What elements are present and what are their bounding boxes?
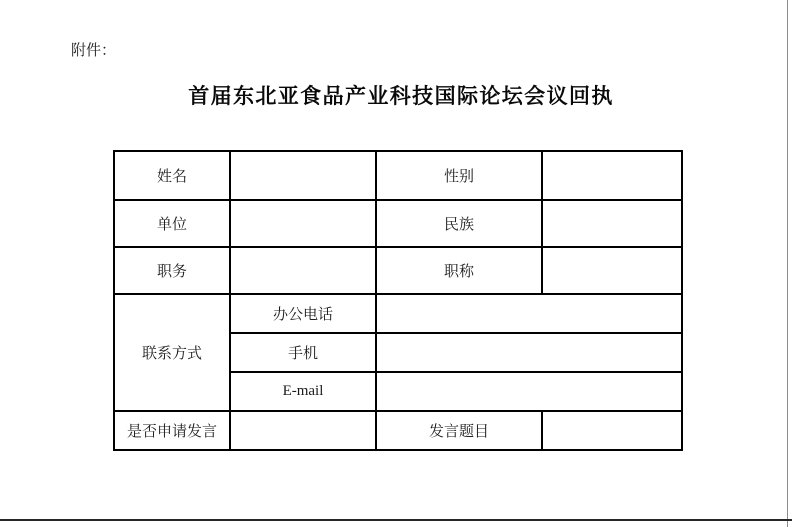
apply-speech-value-cell[interactable] [230,411,376,450]
page-edge-right [787,0,788,527]
position-label: 职务 [114,247,230,294]
reply-form-table [113,150,683,451]
gender-value-cell[interactable] [542,151,682,200]
position-value-cell[interactable] [230,247,376,294]
mobile-value-cell[interactable] [376,333,682,372]
name-value-cell[interactable] [230,151,376,200]
gender-label: 性别 [376,151,542,200]
table-row [114,200,682,247]
page-title: 首届东北亚食品产业科技国际论坛会议回执 [188,85,614,108]
ethnicity-value-cell[interactable] [542,200,682,247]
unit-value-cell[interactable] [230,200,376,247]
table-row [114,151,682,200]
email-value-cell[interactable] [376,372,682,411]
table-row [114,411,682,450]
name-label: 姓名 [114,151,230,200]
speech-topic-label: 发言题目 [376,411,542,450]
email-label: E-mail [230,372,376,411]
mobile-label: 手机 [230,333,376,372]
office-phone-value-cell[interactable] [376,294,682,333]
professional-title-value-cell[interactable] [542,247,682,294]
contact-info-label: 联系方式 [114,294,230,411]
page-edge-bottom [0,519,792,521]
office-phone-label: 办公电话 [230,294,376,333]
table-row [114,247,682,294]
unit-label: 单位 [114,200,230,247]
speech-topic-value-cell[interactable] [542,411,682,450]
apply-speech-label: 是否申请发言 [114,411,230,450]
attachment-label: 附件： [71,43,117,59]
ethnicity-label: 民族 [376,200,542,247]
professional-title-label: 职称 [376,247,542,294]
table-row [114,294,682,333]
